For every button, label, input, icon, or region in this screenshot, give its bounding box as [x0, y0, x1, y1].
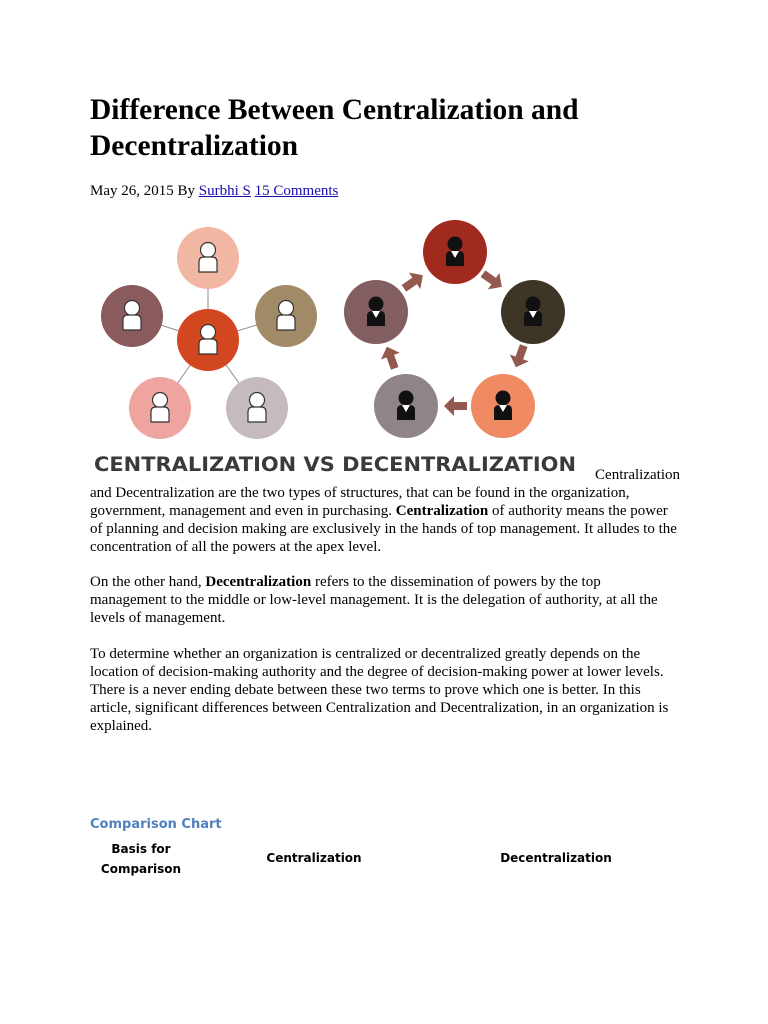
article-title: Difference Between Centralization and Decentralization [90, 94, 579, 162]
centralization-term: Centralization [395, 503, 489, 519]
centralization-vs-decentralization-figure [90, 218, 580, 478]
table-header-basis: Basis for Comparison [100, 842, 182, 876]
person-icon [199, 325, 217, 355]
table-header-centralization: Centralization [266, 851, 362, 865]
decentralization-paragraph: On the other hand, Decentralization refers to the dissemination of powers by the top management to the middle or low-level management. It is the delegation of authority, at all the levels of management. [90, 574, 658, 626]
figure-caption: CENTRALIZATION VS DECENTRALIZATION [94, 453, 576, 476]
comparison-chart-heading: Comparison Chart [90, 817, 222, 832]
centralization-network [101, 227, 317, 439]
by-label: By [177, 183, 196, 199]
arrow-icon [377, 343, 404, 371]
post-date: May 26, 2015 [90, 183, 174, 199]
article-meta [90, 182, 338, 200]
person-icon [277, 301, 295, 331]
table-header-decentralization: Decentralization [500, 851, 612, 865]
person-icon [248, 393, 266, 423]
intro-lead-word: Centralization [595, 467, 680, 483]
arrow-icon [398, 267, 428, 297]
arrow-icon [477, 265, 507, 295]
author-link[interactable]: Surbhi S [198, 183, 251, 199]
intro-paragraph: Centralization and Decentralization are the two types of structures, that can be found in the organization, government, management and even in purchasing. Centralization of authority means the power of planning and decision making are exclusively in the hands of top management. It alludes to the concentration of all the powers at the apex level. [90, 467, 680, 555]
person-icon [123, 301, 141, 331]
determination-paragraph: To determine whether an organization is centralized or decentralized greatly depends on the location of decision-making authority and the degree of decision-making power at lower levels. There is a never ending debate between these two terms to prove which one is better. In this article, significant differences between Centralization and Decentralization, in an organization is explained. [90, 646, 669, 734]
decentralization-term: Decentralization [205, 574, 312, 590]
person-icon [151, 393, 169, 423]
comments-link[interactable]: 15 Comments [254, 183, 339, 199]
arrow-icon [506, 342, 533, 370]
decentralization-cycle [344, 220, 565, 438]
arrow-icon [444, 396, 467, 416]
person-icon [199, 243, 217, 273]
